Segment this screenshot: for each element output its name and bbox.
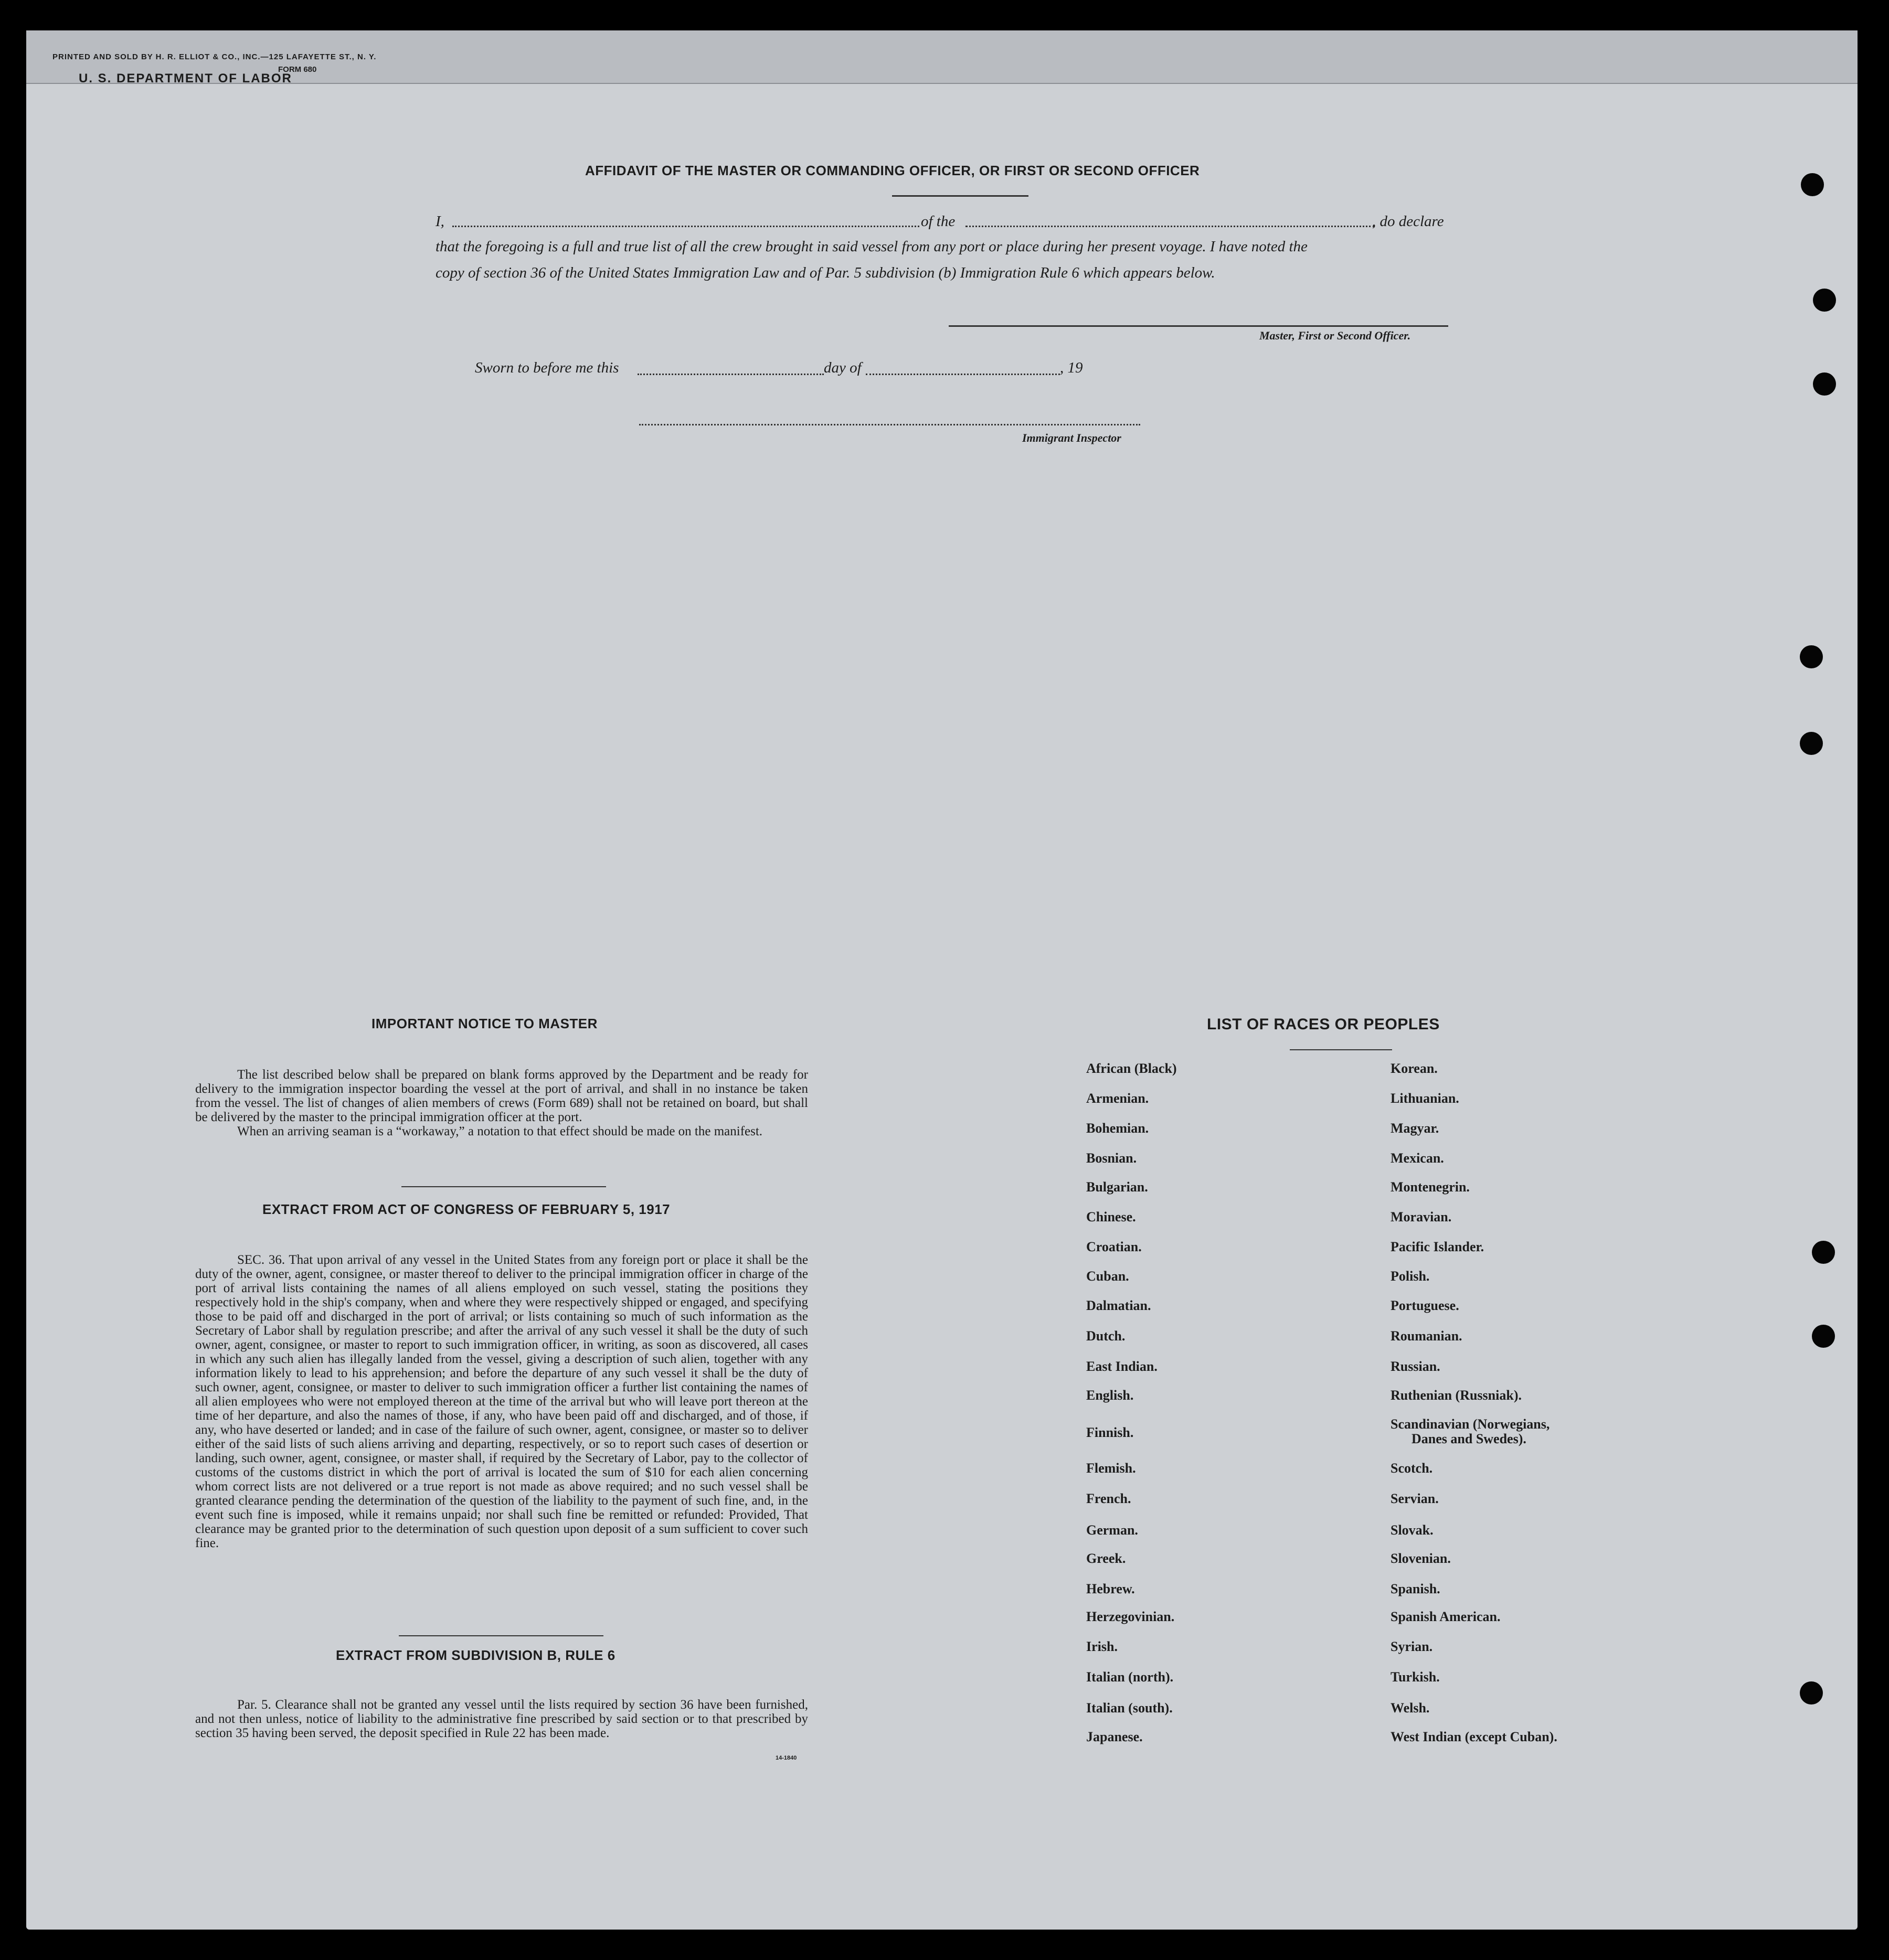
- inspector-signature-line[interactable]: [639, 424, 1140, 425]
- do-declare-label: , do declare: [1372, 213, 1444, 230]
- race-item: Dutch.: [1086, 1328, 1126, 1344]
- race-item: Montenegrin.: [1391, 1179, 1470, 1195]
- race-item: Spanish American.: [1391, 1609, 1501, 1624]
- race-item: Ruthenian (Russniak).: [1391, 1388, 1522, 1403]
- race-item: Hebrew.: [1086, 1581, 1135, 1596]
- race-item: Scandinavian (Norwegians,: [1391, 1416, 1550, 1432]
- race-item: Korean.: [1391, 1061, 1438, 1076]
- race-item: Croatian.: [1086, 1239, 1142, 1254]
- binder-hole: [1812, 1241, 1835, 1264]
- race-item: German.: [1086, 1522, 1138, 1538]
- race-item: Mexican.: [1391, 1151, 1444, 1166]
- race-item: African (Black): [1086, 1061, 1177, 1076]
- day-of-label: day of: [824, 359, 862, 376]
- race-item: Irish.: [1086, 1639, 1118, 1654]
- affidavit-line-3: copy of section 36 of the United States Immigration Law and of Par. 5 subdivision (b) Immigration Rule 6 which appears below.: [436, 264, 1215, 281]
- race-item: Roumanian.: [1391, 1328, 1462, 1344]
- notice-paragraph-1: The list described below shall be prepared on blank forms approved by the Department and be ready for delivery to the immigration inspector boarding the vessel at the port of arrival, and shall in no instance be taken from the vessel. The list of changes of alien members of crews (Form 689) shall not be retained on board, but shall be delivered by the master to the principal immigration officer at the port.: [195, 1068, 808, 1124]
- race-item: Finnish.: [1086, 1425, 1134, 1440]
- race-item: West Indian (except Cuban).: [1391, 1729, 1557, 1744]
- race-item: Bosnian.: [1086, 1151, 1137, 1166]
- form-sheet: [26, 30, 1858, 1930]
- binder-hole: [1813, 289, 1836, 312]
- notice-text: [195, 1068, 808, 1138]
- race-item: English.: [1086, 1388, 1134, 1403]
- race-item: Welsh.: [1391, 1700, 1430, 1716]
- race-item: Bulgarian.: [1086, 1179, 1148, 1195]
- race-item: Servian.: [1391, 1491, 1439, 1506]
- race-item: Japanese.: [1086, 1729, 1143, 1744]
- affidavit-title: AFFIDAVIT OF THE MASTER OR COMMANDING OFFICER, OR FIRST OR SECOND OFFICER: [585, 163, 1200, 178]
- race-item: Herzegovinian.: [1086, 1609, 1175, 1624]
- act-extract-text: [195, 1253, 808, 1550]
- master-signature-label: Master, First or Second Officer.: [1259, 329, 1411, 342]
- vessel-field[interactable]: [965, 226, 1375, 227]
- sworn-label: Sworn to before me this: [475, 359, 619, 376]
- race-item: Scotch.: [1391, 1461, 1433, 1476]
- affidavit-i-label: I,: [436, 213, 444, 230]
- race-item: Spanish.: [1391, 1581, 1440, 1596]
- print-code: 14-1840: [776, 1755, 797, 1761]
- rule-paragraph-5: Par. 5. Clearance shall not be granted any vessel until the lists required by section 36 have been furnished, and not then unless, notice of liability to the administrative fine prescribed by said section or to that prescribed by section 35 having been served, the deposit specified in Rule 22 has been made.: [195, 1698, 808, 1740]
- race-item: Armenian.: [1086, 1091, 1149, 1106]
- race-item: Cuban.: [1086, 1269, 1129, 1284]
- notice-paragraph-2: When an arriving seaman is a “workaway,” a notation to that effect should be made on the manifest.: [237, 1124, 763, 1138]
- races-title: LIST OF RACES OR PEOPLES: [1207, 1016, 1440, 1033]
- race-item: Bohemian.: [1086, 1121, 1149, 1136]
- rule-extract-text: [195, 1698, 808, 1740]
- name-field[interactable]: [452, 226, 919, 227]
- race-item: Greek.: [1086, 1551, 1126, 1566]
- race-item: Slovenian.: [1391, 1551, 1451, 1566]
- title-underline: [892, 195, 1028, 197]
- binder-hole: [1813, 372, 1836, 396]
- sworn-day-field[interactable]: [638, 374, 824, 375]
- race-item: Pacific Islander.: [1391, 1239, 1484, 1254]
- act-section-36: SEC. 36. That upon arrival of any vessel in the United States from any foreign port or place it shall be the duty of the owner, agent, consignee, or master thereof to deliver to the principal immigration officer in charge of the port of arrival lists containing the names of all aliens employed on such vessel, stating the positions they respectively hold in the ship's company, when and where they were respectively shipped or engaged, and specifying those to be paid off and discharged in the port of arrival; or lists containing so much of such information as the Secretary of Labor shall by regulation prescribe; and after the arrival of any such vessel it shall be the duty of such owner, agent, consignee, or master to report to such immigration officer, in writing, as soon as discovered, all cases in which any such alien has illegally landed from the vessel, giving a description of such alien, together with any information likely to lead to his apprehension; and before the departure of any such vessel it shall be the duty of such owner, agent, consignee, or master to deliver to such immigration officer a further list containing the names of all alien employees who were not employed thereon at the time of the arrival but who will leave port thereon at the time of her departure, and also the names of those, if any, who have been paid off and discharged, and of those, if any, who have deserted or landed; and in case of the failure of such owner, agent, consignee, or master so to deliver either of the said lists of such aliens arriving and departing, respectively, or so to report such cases of desertion or landing, such owner, agent, consignee, or master shall, if required by the Secretary of Labor, pay to the collector of customs of the customs district in which the port of arrival is located the sum of $10 for each alien concerning whom correct lists are not delivered or a true report is not made as above required; and no such vessel shall be granted clearance pending the determination of the question of the liability to the payment of such fine, and, in the event such fine is imposed, while it remains unpaid; nor shall such fine be remitted or refunded: Provided, That clearance may be granted prior to the determination of such question upon deposit of a sum sufficient to cover such fine.: [195, 1253, 808, 1550]
- rule-extract-title: EXTRACT FROM SUBDIVISION B, RULE 6: [336, 1647, 615, 1663]
- race-item: Russian.: [1391, 1359, 1440, 1374]
- inspector-label: Immigrant Inspector: [1022, 431, 1121, 444]
- binder-hole: [1812, 1325, 1835, 1348]
- of-the-label: of the: [921, 213, 956, 230]
- race-item: Danes and Swedes).: [1412, 1431, 1526, 1446]
- race-item: Italian (south).: [1086, 1700, 1173, 1716]
- binder-hole: [1801, 173, 1824, 196]
- race-item: French.: [1086, 1491, 1131, 1506]
- year-label: , 19: [1060, 359, 1083, 376]
- printer-imprint: PRINTED AND SOLD BY H. R. ELLIOT & CO., INC.—125 LAFAYETTE ST., N. Y.: [52, 52, 377, 61]
- binder-hole: [1800, 732, 1823, 755]
- race-item: Italian (north).: [1086, 1669, 1174, 1685]
- races-title-underline: [1290, 1049, 1392, 1050]
- section-divider: [401, 1186, 606, 1187]
- race-item: Slovak.: [1391, 1522, 1434, 1538]
- race-item: Syrian.: [1391, 1639, 1433, 1654]
- master-signature-line[interactable]: [949, 325, 1448, 327]
- sworn-month-field[interactable]: [866, 374, 1060, 375]
- race-item: Chinese.: [1086, 1209, 1136, 1224]
- race-item: Lithuanian.: [1391, 1091, 1459, 1106]
- notice-title: IMPORTANT NOTICE TO MASTER: [372, 1016, 598, 1031]
- race-item: Flemish.: [1086, 1461, 1136, 1476]
- binder-hole: [1800, 645, 1823, 668]
- act-extract-title: EXTRACT FROM ACT OF CONGRESS OF FEBRUARY 5, 1917: [262, 1201, 671, 1217]
- race-item: Moravian.: [1391, 1209, 1452, 1224]
- binder-hole: [1800, 1681, 1823, 1705]
- race-item: Turkish.: [1391, 1669, 1440, 1685]
- race-item: Portuguese.: [1391, 1298, 1459, 1313]
- affidavit-line-2: that the foregoing is a full and true list of all the crew brought in said vessel from any port or place during her present voyage. I have noted the: [436, 238, 1308, 255]
- race-item: Magyar.: [1391, 1121, 1439, 1136]
- section-divider: [399, 1635, 603, 1636]
- race-item: Dalmatian.: [1086, 1298, 1151, 1313]
- race-item: Polish.: [1391, 1269, 1430, 1284]
- race-item: East Indian.: [1086, 1359, 1158, 1374]
- form-number: FORM 680: [278, 65, 317, 74]
- department-name: U. S. DEPARTMENT OF LABOR: [79, 71, 292, 86]
